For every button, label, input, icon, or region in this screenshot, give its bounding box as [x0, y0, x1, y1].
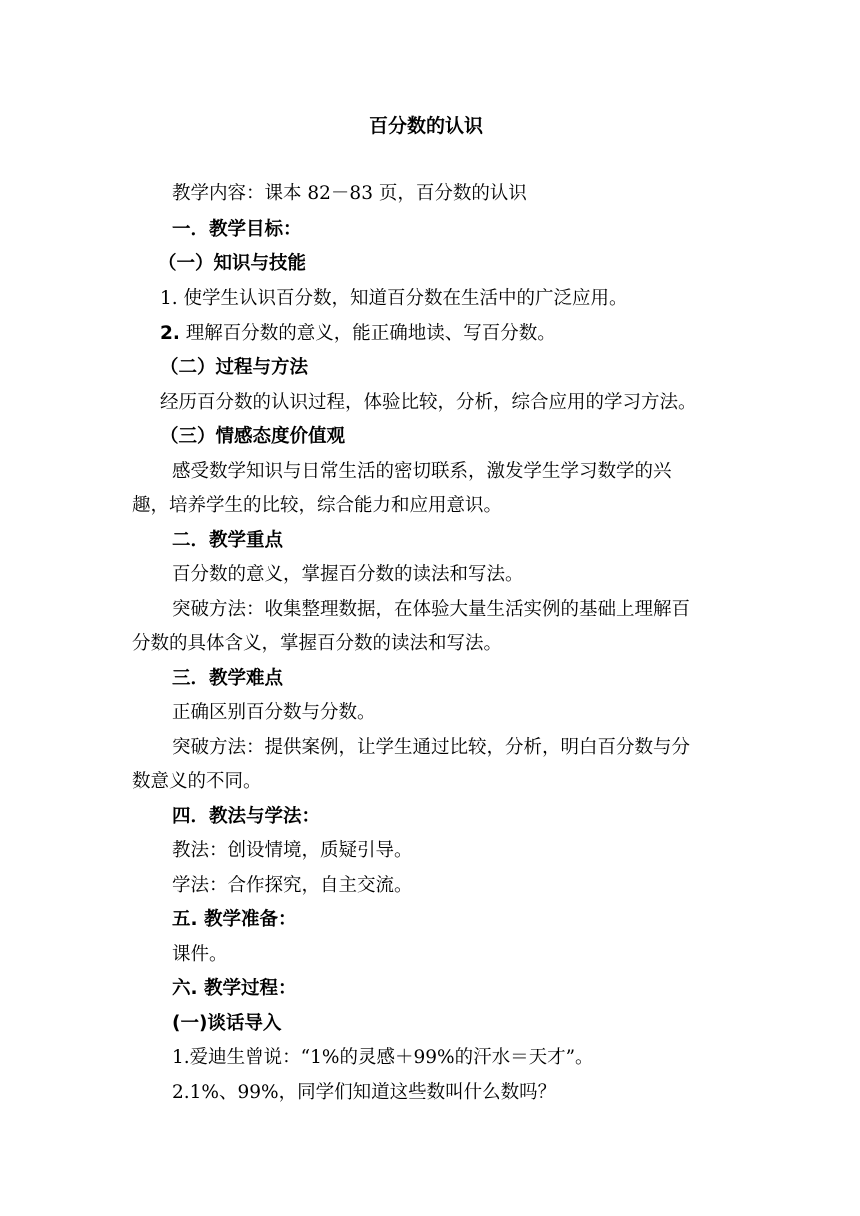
objective-item-2: [160, 322, 556, 346]
teaching-method: 教法：创设情境，质疑引导。: [172, 840, 413, 861]
attitude-text-line-2: 趣，培养学生的比较，综合能力和应用意识。: [132, 495, 503, 516]
objective-item-2-number: 2.: [160, 323, 180, 344]
learning-method: 学法：合作探究，自主交流。: [172, 875, 413, 896]
objective-item-1: 1. 使学生认识百分数，知道百分数在生活中的广泛应用。: [160, 288, 628, 309]
section-heading-objectives: 一．教学目标：: [172, 219, 302, 240]
section-heading-process: 六. 教学过程：: [172, 978, 297, 999]
difficulties-method-line-2: 数意义的不同。: [132, 771, 262, 792]
section-heading-difficulties: 三．教学难点: [172, 668, 284, 689]
key-points-method-line-2: 分数的具体含义，掌握百分数的读法和写法。: [132, 633, 503, 654]
key-points-method-line-1: 突破方法：收集整理数据，在体验大量生活实例的基础上理解百: [172, 599, 691, 620]
difficulties-method-line-1: 突破方法：提供案例，让学生通过比较，分析，明白百分数与分: [172, 737, 691, 758]
subheading-introduction: (一)谈话导入: [172, 1013, 282, 1034]
process-item-1: 1.爱迪生曾说：“1%的灵感＋99%的汗水＝天才”。: [172, 1047, 594, 1068]
section-heading-key-points: 二．教学重点: [172, 530, 284, 551]
key-points-text: 百分数的意义，掌握百分数的读法和写法。: [172, 564, 524, 585]
process-item-2: 2.1%、99%，同学们知道这些数叫什么数吗？: [172, 1082, 557, 1103]
attitude-text-line-1: 感受数学知识与日常生活的密切联系，激发学生学习数学的兴: [172, 461, 672, 482]
document-title: 百分数的认识: [369, 115, 484, 137]
content-line: 教学内容：课本 82－83 页，百分数的认识: [172, 183, 527, 204]
subheading-knowledge-skills: （一）知识与技能: [158, 253, 307, 274]
subheading-process-method: （二）过程与方法: [160, 357, 309, 378]
process-method-text: 经历百分数的认识过程，体验比较，分析，综合应用的学习方法。: [160, 392, 697, 413]
preparation-text: 课件。: [172, 944, 228, 965]
section-heading-methods: 四．教法与学法：: [172, 806, 321, 827]
subheading-attitude-values: （三）情感态度价值观: [160, 426, 346, 447]
objective-item-2-text: 理解百分数的意义，能正确地读、写百分数。: [179, 323, 556, 344]
difficulties-text: 正确区别百分数与分数。: [172, 702, 376, 723]
section-heading-preparation: 五. 教学准备：: [172, 909, 297, 930]
